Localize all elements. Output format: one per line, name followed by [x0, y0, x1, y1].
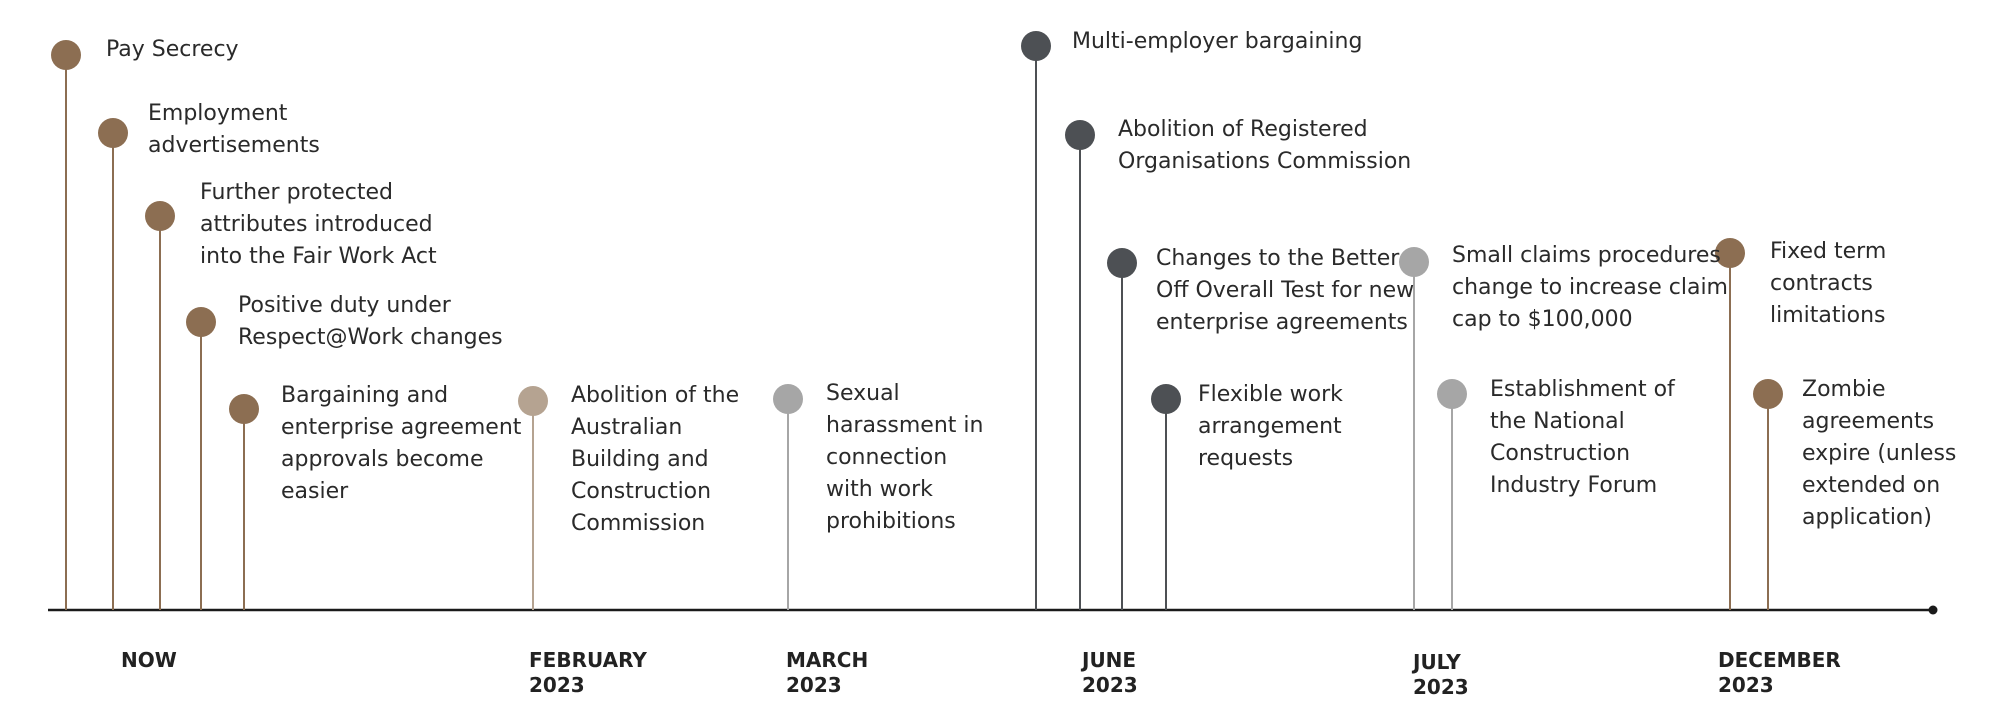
event-marker-bargaining-easier	[229, 394, 259, 424]
period-label-line: FEBRUARY	[529, 648, 647, 672]
event-label-line: Multi-employer bargaining	[1072, 29, 1363, 54]
event-label-line: Positive duty under	[238, 293, 451, 318]
period-label-feb	[529, 648, 647, 698]
event-marker-abolition-roc	[1065, 120, 1095, 150]
event-label-line: Construction	[571, 479, 712, 504]
period-label-line: 2023	[529, 673, 585, 697]
event-label-line: attributes introduced	[200, 212, 433, 237]
event-label-ncif	[1490, 374, 1675, 502]
event-label-line: Changes to the Better	[1156, 246, 1400, 271]
period-label-jul	[1413, 650, 1469, 700]
period-label-line: NOW	[121, 648, 177, 672]
event-label-line: limitations	[1770, 303, 1886, 328]
period-label-mar	[786, 648, 868, 698]
event-label-line: Industry Forum	[1490, 473, 1658, 498]
event-label-line: Respect@Work changes	[238, 325, 503, 350]
event-label-line: Flexible work	[1198, 382, 1343, 407]
event-label-line: Fixed term	[1770, 239, 1887, 264]
event-label-multi-employer	[1072, 26, 1362, 58]
period-label-line: DECEMBER	[1718, 648, 1841, 672]
event-label-line: approvals become	[281, 447, 484, 472]
event-label-line: agreements	[1802, 409, 1935, 434]
event-label-line: Employment	[148, 101, 288, 126]
event-label-line: Pay Secrecy	[106, 37, 239, 62]
event-label-flexible-work	[1198, 379, 1343, 475]
event-marker-ncif	[1437, 379, 1467, 409]
event-label-line: Sexual	[826, 381, 900, 406]
event-label-line: Off Overall Test for new	[1156, 278, 1415, 303]
event-label-line: application)	[1802, 505, 1932, 530]
period-label-jun	[1082, 648, 1138, 698]
event-label-line: Establishment of	[1490, 377, 1675, 402]
event-marker-multi-employer	[1021, 31, 1051, 61]
event-marker-employment-advertisements	[98, 118, 128, 148]
event-label-line: enterprise agreements	[1156, 310, 1408, 335]
event-marker-zombie-agreements	[1753, 379, 1783, 409]
event-label-abolition-abcc	[571, 380, 739, 540]
period-label-line: 2023	[1718, 673, 1774, 697]
period-label-now	[121, 648, 177, 673]
event-label-line: change to increase claim	[1452, 275, 1728, 300]
event-label-small-claims	[1452, 240, 1728, 336]
event-marker-pay-secrecy	[51, 40, 81, 70]
event-label-bargaining-easier	[281, 380, 521, 508]
event-label-line: arrangement	[1198, 414, 1342, 439]
event-label-positive-duty	[238, 290, 503, 354]
timeline-axis-end-dot	[1929, 606, 1938, 615]
event-label-line: with work	[826, 477, 933, 502]
event-marker-boot-changes	[1107, 248, 1137, 278]
event-label-line: prohibitions	[826, 509, 956, 534]
event-label-line: requests	[1198, 446, 1294, 471]
event-label-line: Abolition of Registered	[1118, 117, 1368, 142]
event-label-protected-attributes	[200, 177, 437, 273]
period-label-line: MARCH	[786, 648, 869, 672]
period-label-line: 2023	[1082, 673, 1138, 697]
event-label-pay-secrecy	[106, 34, 239, 66]
event-label-line: Building and	[571, 447, 709, 472]
event-label-line: Abolition of the	[571, 383, 740, 408]
event-marker-flexible-work	[1151, 384, 1181, 414]
period-label-line: JULY	[1413, 650, 1461, 674]
event-label-fixed-term	[1770, 236, 1886, 332]
period-label-line: 2023	[786, 673, 842, 697]
event-label-employment-advertisements	[148, 98, 320, 162]
event-label-line: cap to $100,000	[1452, 307, 1633, 332]
event-label-line: connection	[826, 445, 948, 470]
event-label-line: Bargaining and	[281, 383, 449, 408]
event-label-line: Further protected	[200, 180, 393, 205]
event-label-line: Organisations Commission	[1118, 149, 1412, 174]
event-label-line: Commission	[571, 511, 706, 536]
event-label-line: harassment in	[826, 413, 984, 438]
event-marker-sexual-harassment	[773, 384, 803, 414]
event-marker-abolition-abcc	[518, 386, 548, 416]
event-label-line: Small claims procedures	[1452, 243, 1721, 268]
event-label-zombie-agreements	[1802, 374, 1956, 534]
period-label-dec	[1718, 648, 1841, 698]
event-marker-protected-attributes	[145, 201, 175, 231]
event-label-line: Construction	[1490, 441, 1631, 466]
event-marker-positive-duty	[186, 307, 216, 337]
event-label-line: Zombie	[1802, 377, 1886, 402]
event-label-boot-changes	[1156, 243, 1414, 339]
event-label-line: Australian	[571, 415, 683, 440]
event-label-line: enterprise agreement	[281, 415, 522, 440]
event-label-line: into the Fair Work Act	[200, 244, 437, 269]
period-label-line: JUNE	[1082, 648, 1137, 672]
period-label-line: 2023	[1413, 675, 1469, 699]
event-label-line: advertisements	[148, 133, 320, 158]
event-label-line: the National	[1490, 409, 1625, 434]
event-label-sexual-harassment	[826, 378, 983, 538]
event-label-line: easier	[281, 479, 349, 504]
event-label-line: contracts	[1770, 271, 1873, 296]
event-label-line: expire (unless	[1802, 441, 1957, 466]
event-label-abolition-roc	[1118, 114, 1411, 178]
event-label-line: extended on	[1802, 473, 1941, 498]
